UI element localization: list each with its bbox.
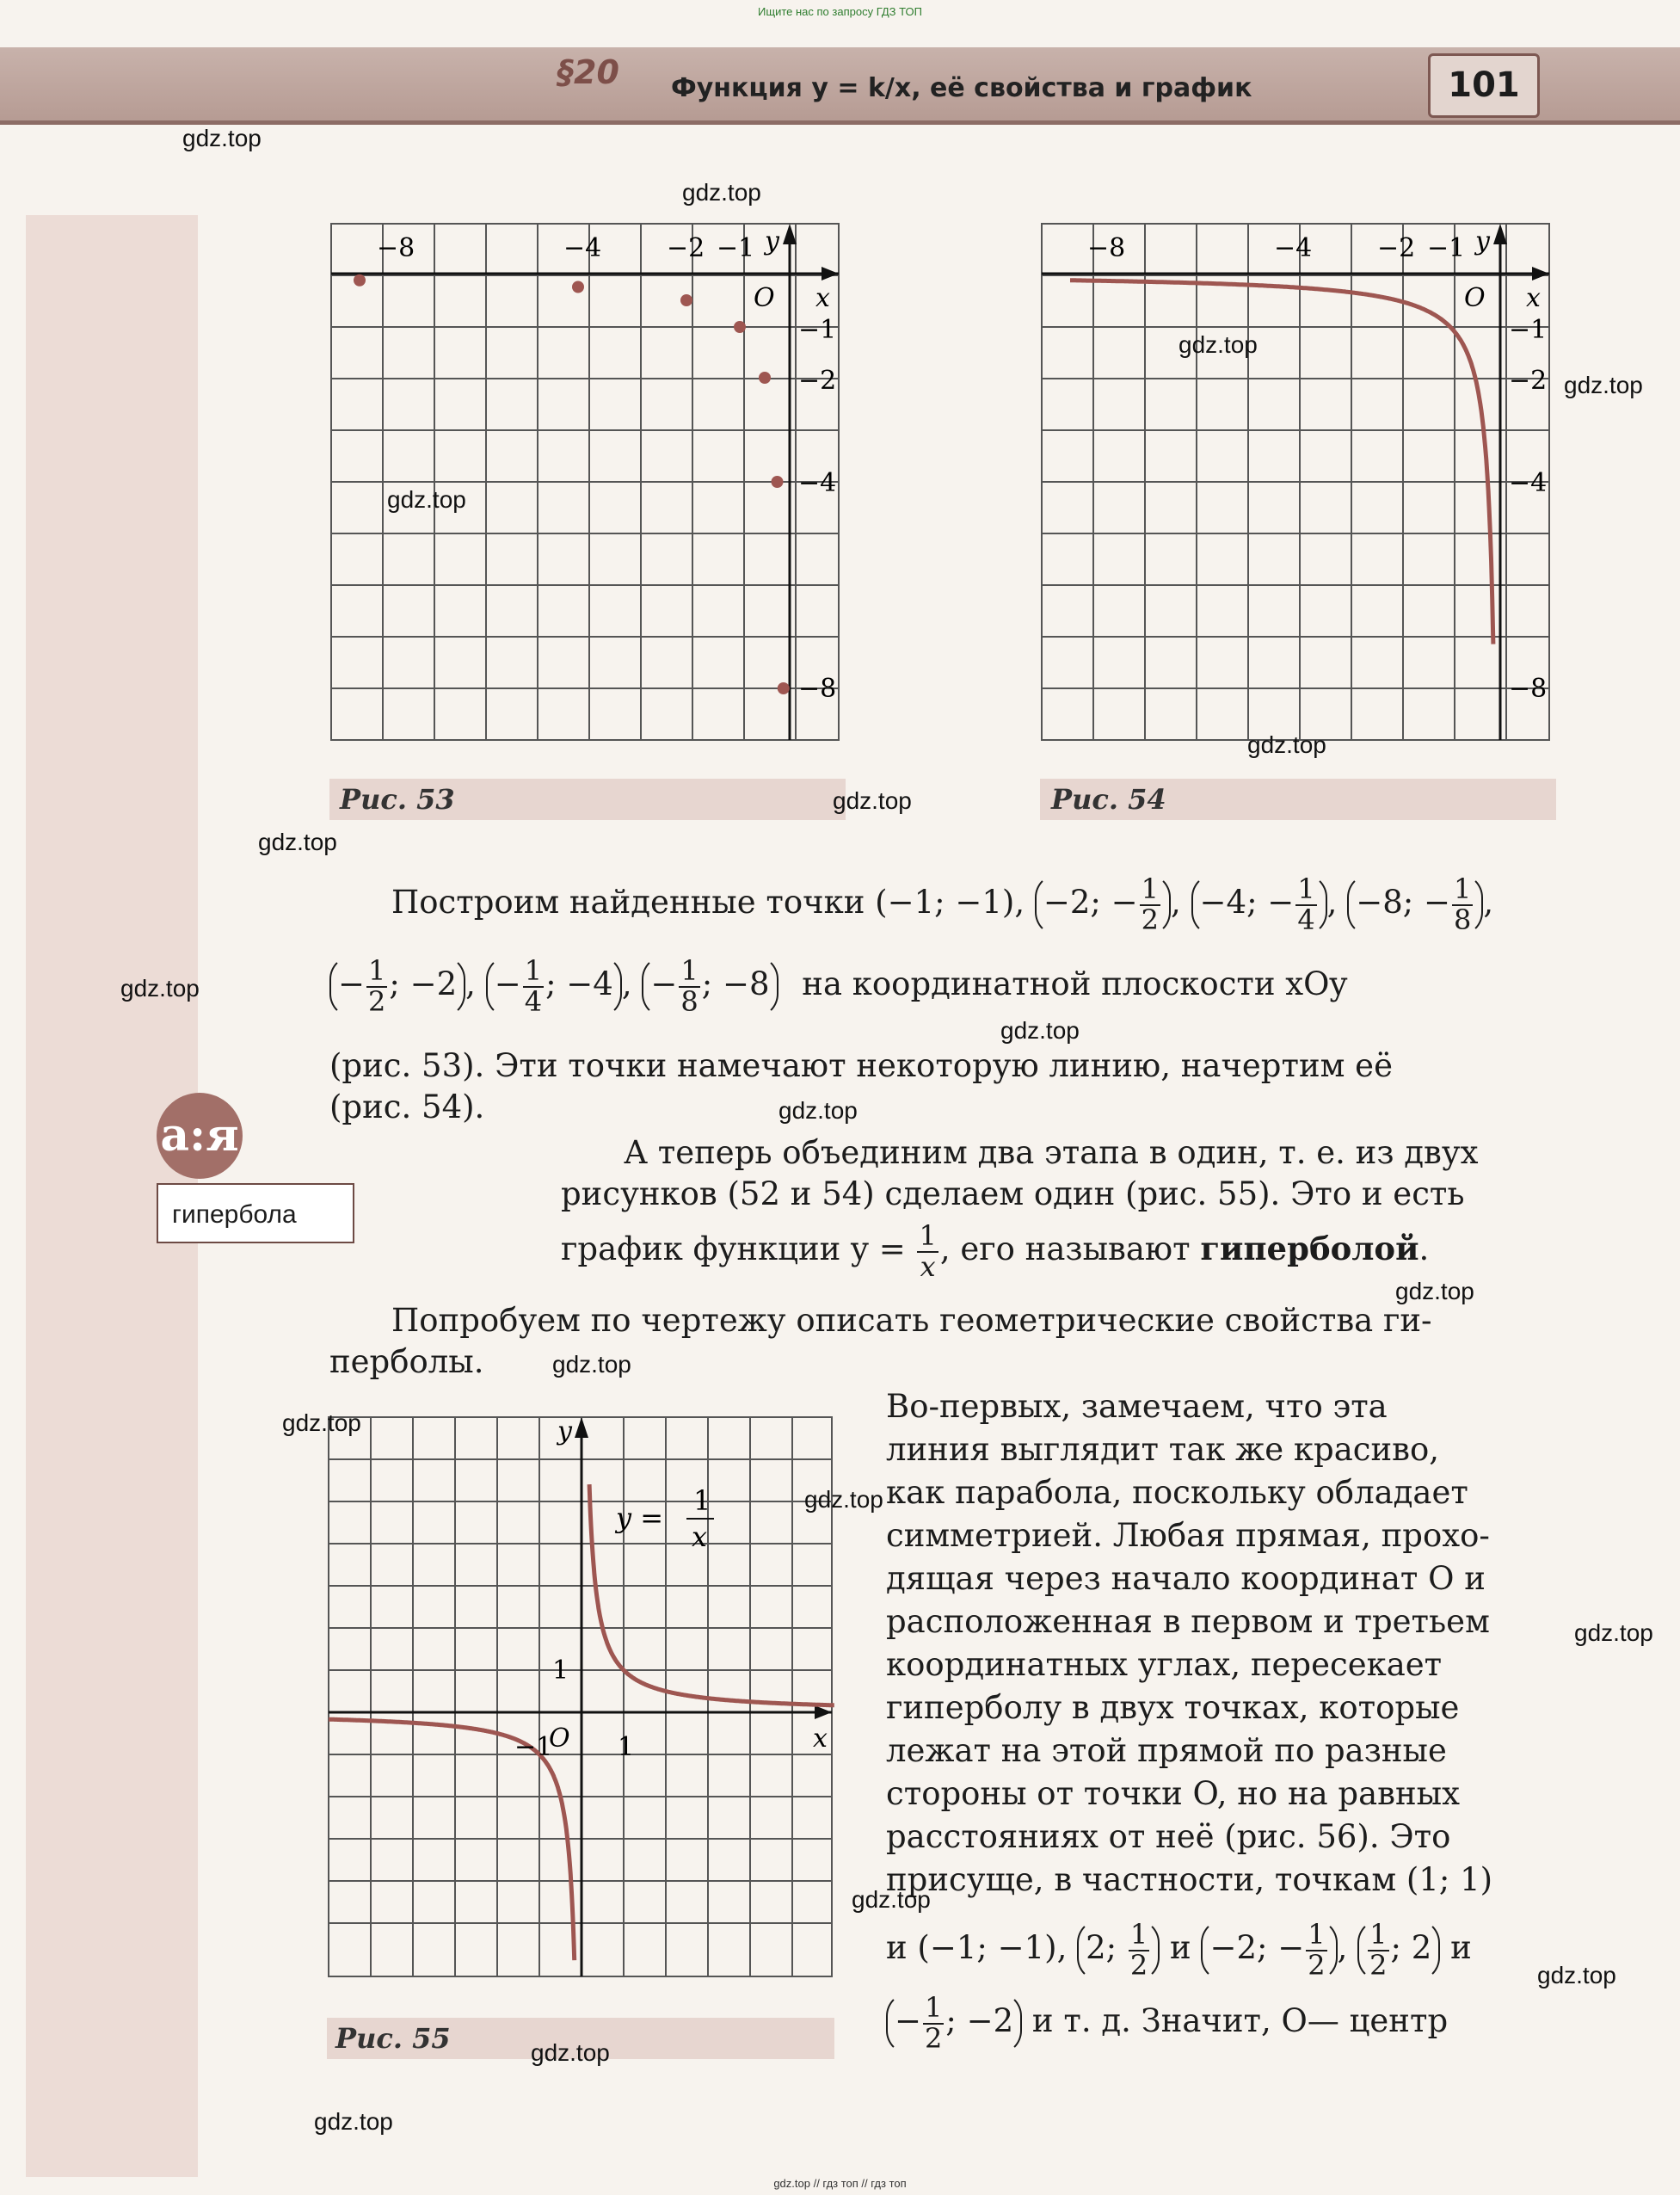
figure-54 xyxy=(1040,222,1556,747)
p4-line: расстояниях от неё (рис. 56). Это xyxy=(886,1818,1451,1855)
p2-line2: рисунков (52 и 54) сделаем один (рис. 55). Это и есть xyxy=(561,1175,1465,1212)
fig53-xtick-0: −8 xyxy=(377,233,415,263)
point-4-label: −4; − xyxy=(1199,884,1295,922)
fig53-xtick-3: −1 xyxy=(717,233,755,263)
frac-den: 2 xyxy=(1308,1948,1326,1982)
watermark: gdz.top xyxy=(1537,1962,1616,1988)
point-half-tail: ; −2 xyxy=(389,965,458,1003)
p4-line: дящая через начало координат O и xyxy=(886,1560,1486,1597)
fig55-x-label: x xyxy=(813,1723,828,1754)
fig54-origin: O xyxy=(1464,283,1486,313)
point-quarter xyxy=(486,955,622,1018)
p4-line: симметрией. Любая прямая, прохо- xyxy=(886,1517,1490,1554)
fig54-y-label: y xyxy=(1475,226,1490,256)
p4-line: лежат на этой прямой по разные xyxy=(886,1732,1447,1769)
point-eighth-sign: − xyxy=(650,965,678,1003)
p4-l14-a: − xyxy=(895,2002,922,2040)
frac-den: 2 xyxy=(1129,1948,1148,1982)
frac-num: 1 xyxy=(1141,872,1159,905)
p4-l14-c: и т. д. Значит, O— центр xyxy=(1031,2002,1449,2040)
p4-line13: и (−1; −1), 2; $\frac{1}{2}$ и −2; − $\frac{1}{2}$ , $\frac{1}{2}$ ; 2 и xyxy=(886,1918,1472,1982)
point-neg2-neg-half xyxy=(1201,1919,1337,1982)
fig54-xtick-1: −4 xyxy=(1274,233,1313,263)
frac-den: 4 xyxy=(1297,903,1315,936)
frac-num: 1 xyxy=(524,954,543,987)
fig55-origin: O xyxy=(549,1723,570,1754)
p4-l13-a: и (−1; −1), xyxy=(886,1929,1068,1967)
fig55-formula-den: x xyxy=(692,1520,708,1553)
glossary-logo: а:я xyxy=(157,1093,243,1179)
fig54-xtick-3: −1 xyxy=(1427,233,1466,263)
fig53-point xyxy=(772,476,784,488)
point-2-label: −2; − xyxy=(1043,884,1138,922)
watermark: gdz.top xyxy=(182,125,262,151)
point-half xyxy=(329,955,465,1018)
term-hyperbola: гиперболой xyxy=(1200,1230,1419,1268)
fig55-x-arrow xyxy=(815,1705,832,1719)
fig54-xtick-2: −2 xyxy=(1377,233,1416,263)
fig54-ytick-3: −8 xyxy=(1509,674,1548,704)
p4-l13-f: и xyxy=(1450,1929,1472,1967)
fig53-origin: O xyxy=(754,283,775,313)
fig53-y-label: y xyxy=(765,226,779,256)
fig53-point xyxy=(778,682,790,694)
frac-den: 4 xyxy=(524,984,543,1018)
fig53-xtick-2: −2 xyxy=(667,233,705,263)
fig53-x-label: x xyxy=(815,283,830,313)
frac-den: 2 xyxy=(925,2021,943,2055)
paragraph-points-line2: − $\frac{1}{2}$ ; −2 , − $\frac{1}{4}$ ; −4 , − $\frac{1}{8}$ ; −8 на координатной плоскости xOy xyxy=(329,955,1542,1018)
watermark: gdz.top xyxy=(804,1486,883,1513)
fig54-ytick-0: −1 xyxy=(1509,315,1548,345)
fig55-caption: Рис. 55 xyxy=(335,2022,451,2055)
watermark: gdz.top xyxy=(552,1351,631,1378)
frac-num: 1 xyxy=(1369,1918,1388,1951)
p3-line2: перболы. xyxy=(329,1343,484,1380)
p4-line: линия выглядит так же красиво, xyxy=(886,1431,1440,1468)
watermark: gdz.top xyxy=(282,1409,361,1436)
frac-num: 1 xyxy=(1308,1918,1326,1951)
watermark: gdz.top xyxy=(1247,731,1326,758)
frac-num: 1 xyxy=(368,954,386,987)
p2-line3-a: график функции y = xyxy=(561,1230,906,1268)
fig54-y-arrow xyxy=(1493,224,1507,244)
p1-start: Построим найденные точки (−1; −1), xyxy=(391,884,1025,922)
point-4 xyxy=(1191,873,1327,936)
figure-55 xyxy=(327,1415,834,1983)
p4-l14-b: ; −2 xyxy=(945,2002,1014,2040)
fig53-caption: Рис. 53 xyxy=(340,783,455,816)
section-number: §20 xyxy=(557,53,619,91)
fig55-y-label: y xyxy=(557,1416,572,1446)
watermark: gdz.top xyxy=(682,179,761,206)
point-quarter-tail: ; −4 xyxy=(545,965,613,1003)
point-eighth xyxy=(642,955,778,1018)
frac-num: 1 xyxy=(1453,872,1472,905)
point-half-sign: − xyxy=(338,965,366,1003)
p4-line: как парабола, поскольку обладает xyxy=(886,1474,1468,1511)
fig55-xtick-neg1: −1 xyxy=(514,1732,553,1762)
p4-line: присуще, в частности, точкам (1; 1) xyxy=(886,1861,1493,1898)
p4-line: расположенная в первом и третьем xyxy=(886,1603,1490,1640)
watermark: gdz.top xyxy=(1395,1278,1474,1304)
watermark: gdz.top xyxy=(1564,372,1643,398)
watermark: gdz.top xyxy=(778,1097,858,1124)
fig53-point xyxy=(734,321,746,333)
p2-line3-b: , его называют xyxy=(939,1230,1191,1268)
fig53-ytick-1: −2 xyxy=(798,366,837,396)
section-title: Функция y = k/x, её свойства и график xyxy=(671,73,1252,103)
frac-den: 2 xyxy=(368,984,386,1018)
frac-den: 8 xyxy=(1453,903,1472,936)
fig55-formula-num: 1 xyxy=(693,1484,711,1517)
watermark: gdz.top xyxy=(1574,1619,1653,1646)
point-2 xyxy=(1035,873,1171,936)
p2-line3 xyxy=(561,1219,1430,1283)
point-neg-half-neg2 xyxy=(886,1992,1022,2055)
paragraph-symmetry xyxy=(886,1385,1544,1902)
fig55-y-arrow xyxy=(575,1417,588,1438)
p3-line1: Попробуем по чертежу описать геометрические свойства ги- xyxy=(391,1302,1432,1339)
watermark: gdz.top xyxy=(1178,331,1258,358)
fig53-point xyxy=(759,372,771,384)
p1-line2-end: на координатной плоскости xOy xyxy=(802,965,1348,1003)
watermark: gdz.top xyxy=(852,1886,931,1913)
p4-line14 xyxy=(886,1992,1448,2055)
frac-den: 2 xyxy=(1141,903,1159,936)
point-half-2: $\frac{1}{2}$ ; 2 xyxy=(1357,1919,1440,1982)
page-number: 101 xyxy=(1428,53,1540,118)
top-banner: Ищите нас по запросу ГДЗ ТОП xyxy=(758,5,922,18)
fig53-point xyxy=(572,281,584,293)
point-8 xyxy=(1347,873,1483,936)
fig54-x-arrow xyxy=(1532,267,1549,281)
fig53-y-arrow xyxy=(783,224,797,244)
fig53-point xyxy=(680,294,692,306)
watermark: gdz.top xyxy=(314,2108,393,2135)
frac-num: 1 xyxy=(925,1991,943,2024)
fig53-ytick-3: −8 xyxy=(798,674,837,704)
frac-num: 1 xyxy=(1129,1918,1148,1951)
fig54-ytick-2: −4 xyxy=(1509,468,1548,498)
fig53-ytick-0: −1 xyxy=(798,315,837,345)
p4-l13-d: −2; − xyxy=(1209,1929,1305,1967)
fig55-ytick-1: 1 xyxy=(552,1655,569,1686)
frac-num: 1 xyxy=(1297,872,1315,905)
fig54-curve xyxy=(1070,281,1493,644)
frac-num: 1 xyxy=(680,954,698,987)
bottom-banner: gdz.top // гдз топ // гдз топ xyxy=(773,2177,907,2190)
p1-line3: (рис. 53). Эти точки намечают некоторую линию, начертим её xyxy=(329,1047,1393,1084)
glossary-term-box: гипербола xyxy=(157,1183,354,1243)
fig53-xtick-1: −4 xyxy=(563,233,602,263)
fig55-xtick-1: 1 xyxy=(618,1732,635,1762)
watermark: gdz.top xyxy=(531,2039,610,2066)
fig55-formula-lhs: y = xyxy=(616,1501,664,1534)
watermark: gdz.top xyxy=(833,787,912,814)
fig54-xtick-0: −8 xyxy=(1087,233,1126,263)
figure-53 xyxy=(329,222,846,747)
watermark: gdz.top xyxy=(258,829,337,855)
fig53-point xyxy=(354,274,366,287)
fig53-x-arrow xyxy=(822,267,839,281)
fig53-ytick-2: −4 xyxy=(798,468,837,498)
p4-line: координатных углах, пересекает xyxy=(886,1646,1443,1683)
frac-den: 2 xyxy=(1369,1948,1388,1982)
watermark: gdz.top xyxy=(120,975,200,1002)
watermark: gdz.top xyxy=(1000,1017,1080,1044)
frac-den: 8 xyxy=(680,984,698,1018)
p4-l13-b: 2; xyxy=(1086,1929,1117,1967)
p2-line1: А теперь объединим два этапа в один, т. е. из двух xyxy=(624,1134,1479,1171)
p4-line: гиперболу в двух точках, которые xyxy=(886,1689,1460,1726)
p1-line4: (рис. 54). xyxy=(329,1088,485,1125)
p2-dot: . xyxy=(1418,1230,1430,1268)
point-eighth-tail: ; −8 xyxy=(701,965,770,1003)
frac-num: 1 xyxy=(919,1219,937,1252)
fig54-caption: Рис. 54 xyxy=(1051,783,1166,816)
point-2-half xyxy=(1077,1919,1160,1982)
point-quarter-sign: − xyxy=(494,965,521,1003)
fig54-ytick-1: −2 xyxy=(1509,366,1548,396)
p4-l13-c: и xyxy=(1170,1929,1191,1967)
p4-line: Во-первых, замечаем, что эта xyxy=(886,1388,1388,1425)
point-8-label: −8; − xyxy=(1356,884,1450,922)
paragraph-points-line1: Построим найденные точки (−1; −1), −2; − $\frac{1}{2}$ , −4; − $\frac{1}{4}$ , −8; − $\frac{1}{8}$ , xyxy=(391,872,1494,936)
frac-den: x xyxy=(920,1249,936,1283)
fig54-x-label: x xyxy=(1526,283,1541,313)
watermark: gdz.top xyxy=(387,486,466,513)
p4-line: стороны от точки O, но на равных xyxy=(886,1775,1460,1812)
p4-l13-e: 2 xyxy=(1411,1929,1432,1967)
